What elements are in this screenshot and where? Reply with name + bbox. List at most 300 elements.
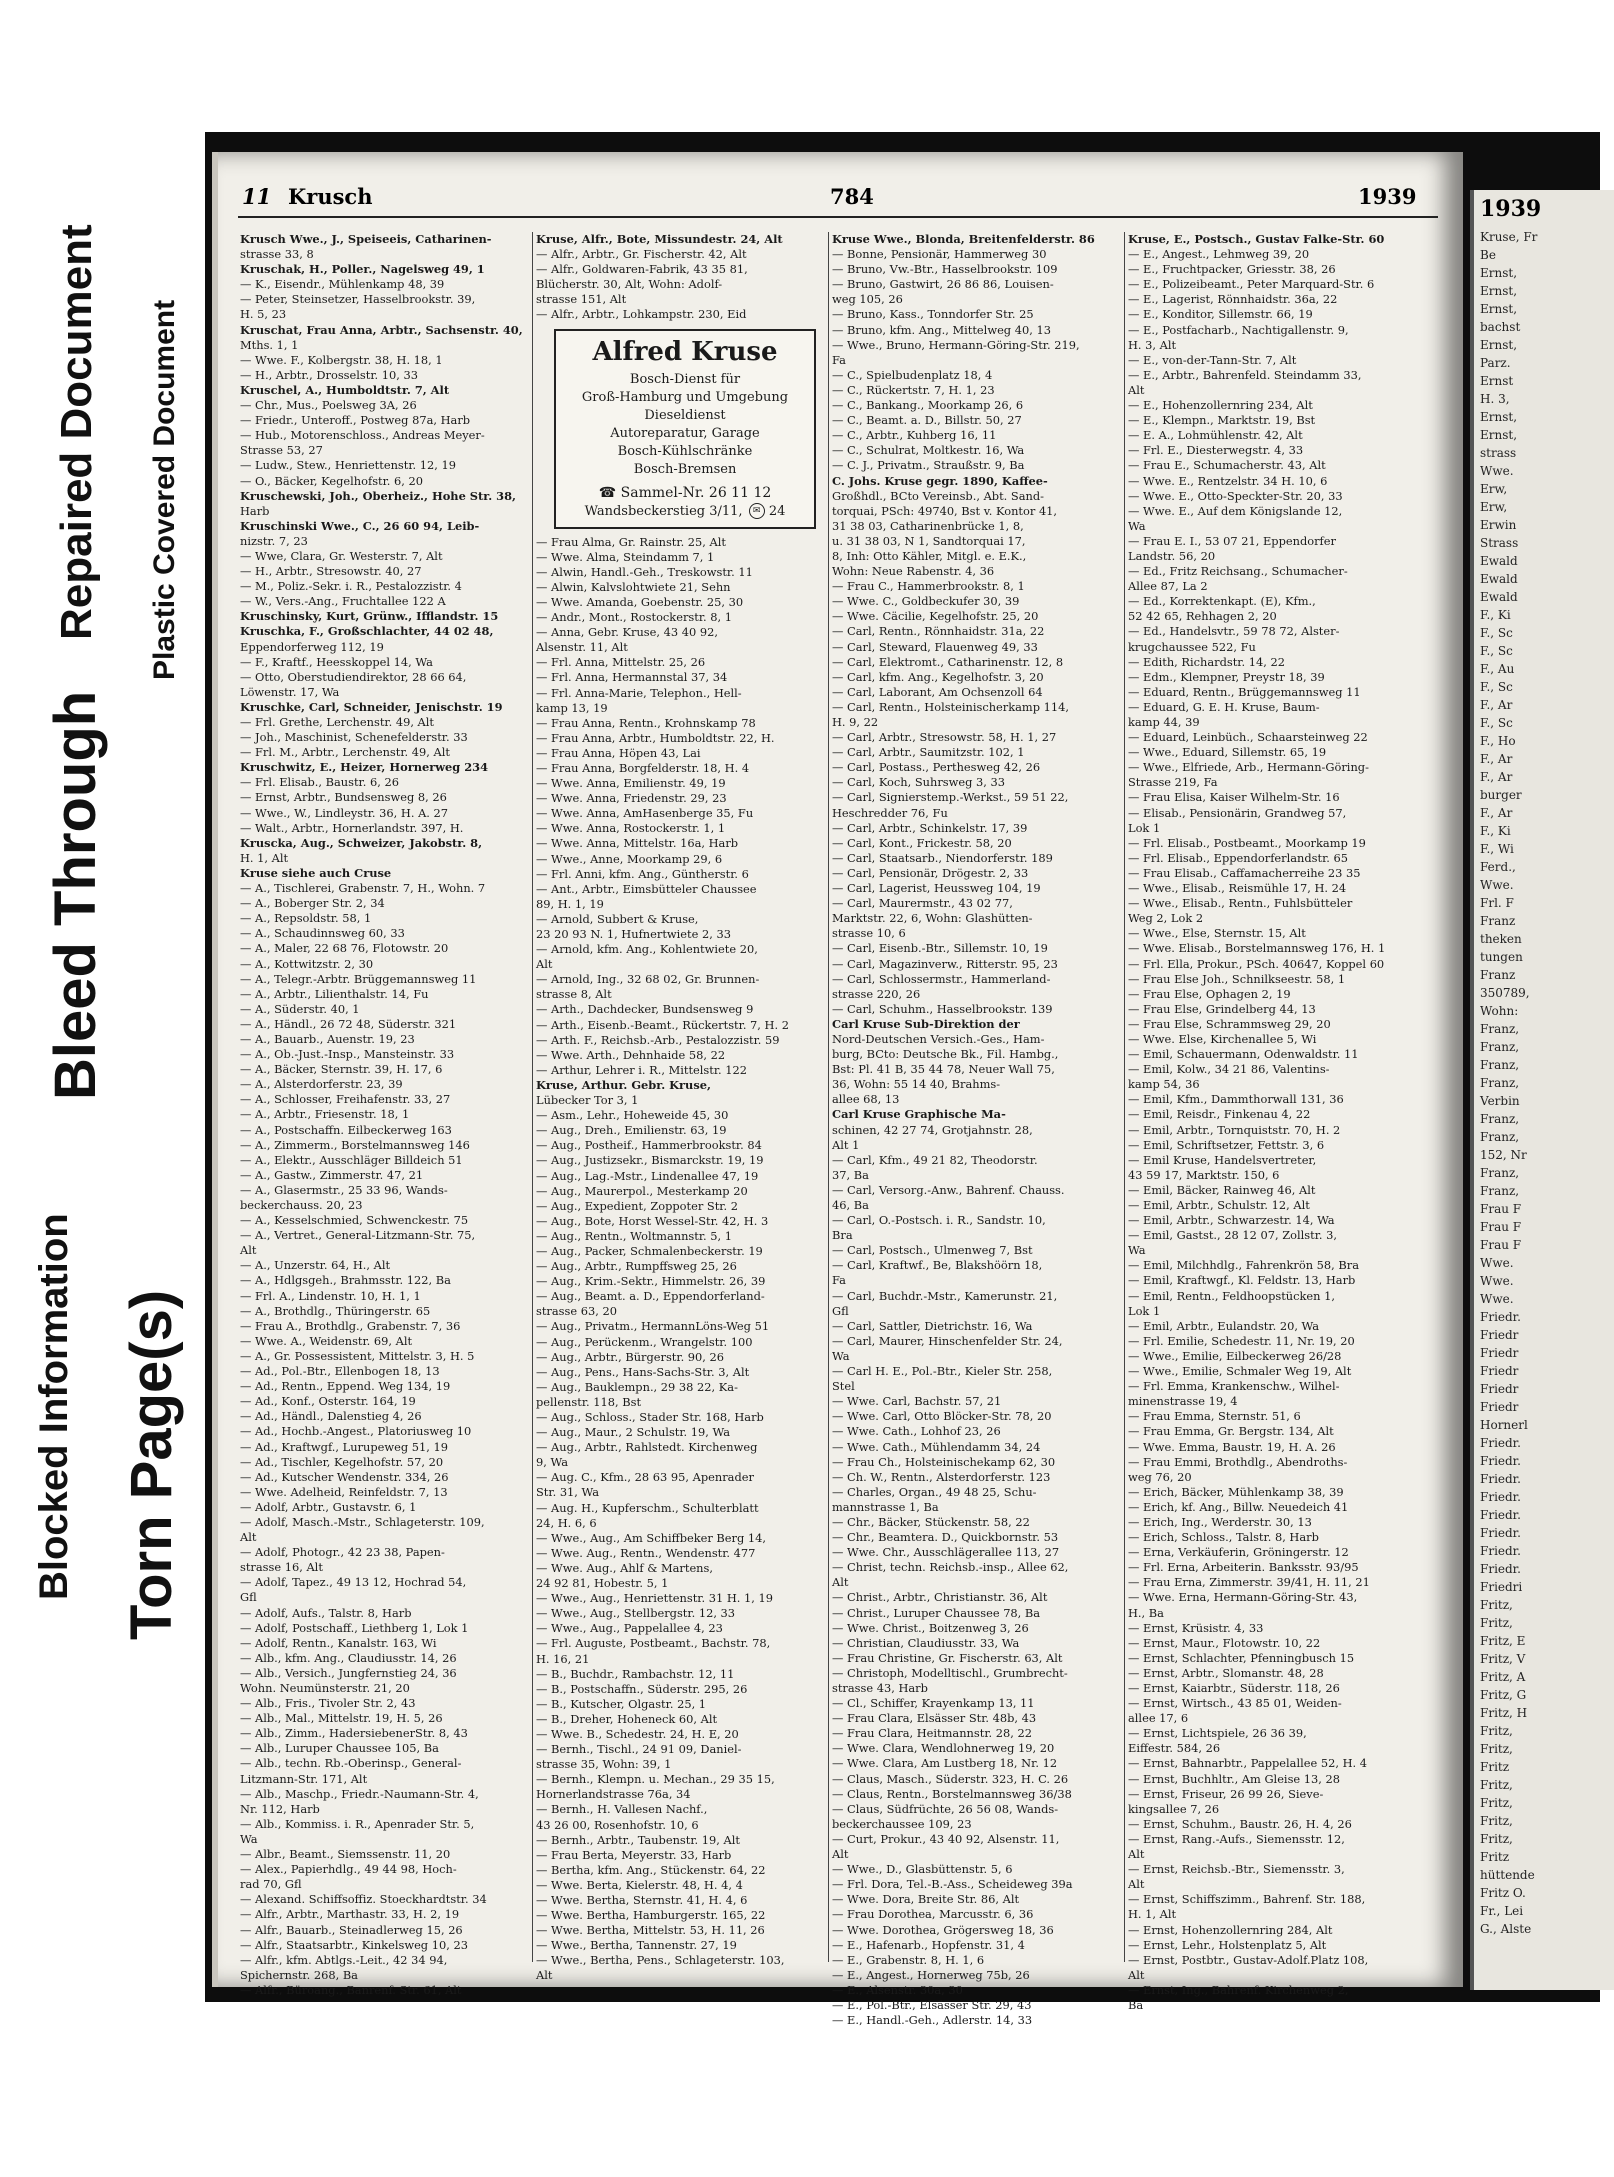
directory-entry: — Christ, techn. Reichsb.-insp., Allee 62,: [832, 1560, 1069, 1575]
column-2-top: [536, 232, 826, 323]
directory-entry: — Wwe., Eduard, Sillemstr. 65, 19: [1128, 745, 1327, 760]
ad-address-district: 24: [768, 503, 786, 519]
directory-entry: — Bertha, kfm. Ang., Stückenstr. 64, 22: [536, 1862, 766, 1877]
phone-icon: ☎: [598, 484, 621, 501]
directory-entry: — Wwe., Aug., Am Schiffbeker Berg 14,: [536, 1530, 767, 1545]
directory-entry: Kruschinski Wwe., C., 26 60 94, Leib-: [240, 518, 480, 533]
directory-entry: Str. 31, Wa: [536, 1485, 600, 1500]
directory-entry: — Arth. F., Reichsb.-Arb., Pestalozzistr. 59: [536, 1032, 780, 1047]
directory-entry: — A., Hdlgsgeh., Brahmsstr. 122, Ba: [240, 1273, 451, 1288]
directory-entry: — F., Kraftf., Heesskoppel 14, Wa: [240, 654, 433, 669]
column-1: [240, 232, 530, 1997]
directory-entry: kingsallee 7, 26: [1128, 1801, 1220, 1816]
directory-entry: allee 17, 6: [1128, 1711, 1189, 1726]
directory-entry: Kruse, Alfr., Bote, Missundestr. 24, Alt: [536, 232, 783, 246]
directory-entry: — Alb., Mal., Mittelstr. 19, H. 5, 26: [240, 1711, 443, 1726]
directory-entry: — Ernst, Lichtspiele, 26 36 39,: [1128, 1726, 1307, 1741]
directory-entry: nizstr. 7, 23: [240, 533, 308, 548]
directory-entry: — Wwe. Carl, Otto Blöcker-Str. 78, 20: [832, 1409, 1052, 1424]
header-year: 1939: [1358, 184, 1417, 209]
directory-entry: — Frl. Anna, Hermannstal 37, 34: [536, 670, 728, 685]
directory-entry: — Alfr., Arbtr., Marthastr. 33, H. 2, 19: [240, 1907, 460, 1922]
directory-entry: — Wwe. Chr., Ausschlägerallee 113, 27: [832, 1545, 1060, 1560]
directory-entry: — A., Repsoldstr. 58, 1: [240, 911, 372, 926]
directory-entry: — Frl. Grethe, Lerchenstr. 49, Alt: [240, 715, 435, 729]
directory-entry: — Asm., Lehr., Hoheweide 45, 30: [536, 1108, 729, 1123]
directory-entry: — Frau Emmi, Brothdlg., Abendroths-: [1128, 1454, 1348, 1469]
directory-entry: bachst: [1480, 320, 1521, 334]
directory-entry: kamp 44, 39: [1128, 715, 1200, 729]
directory-entry: — Carl, Eisenb.-Btr., Sillemstr. 10, 19: [832, 941, 1048, 956]
directory-entry: Ernst,: [1480, 410, 1518, 424]
directory-entry: Fritz O.: [1480, 1886, 1526, 1900]
directory-entry: Alt 1: [832, 1137, 860, 1152]
directory-entry: 31 38 03, Catharinenbrücke 1, 8,: [832, 518, 1024, 533]
directory-entry: — Wwe., Elfriede, Arb., Hermann-Göring-: [1128, 760, 1369, 775]
directory-entry: — Erich, Ing., Werderstr. 30, 13: [1128, 1514, 1312, 1529]
directory-entry: — Emil, Bäcker, Rainweg 46, Alt: [1128, 1182, 1316, 1197]
directory-entry: — Carl, Postass., Perthesweg 42, 26: [832, 760, 1041, 775]
directory-entry: — E., Polizeibeamt., Peter Marquard-Str. 6: [1128, 277, 1375, 292]
directory-entry: — Carl, Kfm., 49 21 82, Theodorstr.: [832, 1152, 1038, 1167]
directory-entry: H., Ba: [1128, 1605, 1164, 1620]
directory-entry: Alt: [536, 1968, 553, 1983]
directory-entry: — Otto, Oberstudiendirektor, 28 66 64,: [240, 669, 467, 684]
directory-entry: — Wwe., Elisab., Rentn., Fuhlsbütteler: [1128, 896, 1353, 911]
directory-entry: — E., Lagerist, Rönnhaidstr. 36a, 22: [1128, 292, 1338, 307]
postal-district-icon: ✉: [749, 503, 765, 519]
directory-entry: — Ernst, Schuhm., Baustr. 26, H. 4, 26: [1128, 1816, 1352, 1831]
directory-entry: — Wwe. Cath., Lohhof 23, 26: [832, 1424, 1001, 1439]
directory-entry: — A., Arbtr., Lilienthalstr. 14, Fu: [240, 986, 429, 1001]
adjacent-page-lines: [1474, 228, 1614, 1938]
directory-entry: hüttende: [1480, 1868, 1535, 1882]
directory-entry: Hornerlandstrasse 76a, 34: [536, 1787, 691, 1802]
directory-entry: — Ad., Kutscher Wendenstr. 334, 26: [240, 1469, 449, 1484]
adjacent-page: [1470, 190, 1614, 1990]
header-number: 11: [242, 184, 272, 209]
directory-entry: — E. A., Lohmühlenstr. 42, Alt: [1128, 428, 1303, 443]
directory-entry: — Elisab., Pensionärin, Grandweg 57,: [1128, 805, 1347, 820]
directory-entry: — Anna, Gebr. Kruse, 43 40 92,: [536, 625, 718, 640]
directory-entry: strass: [1480, 446, 1517, 460]
directory-entry: — Erich, Bäcker, Mühlenkamp 38, 39: [1128, 1484, 1344, 1499]
directory-entry: Fritz, V: [1480, 1652, 1526, 1666]
directory-entry: Fritz, G: [1480, 1688, 1527, 1702]
directory-entry: — A., Postschaffn. Eilbeckerweg 163: [240, 1122, 452, 1137]
directory-entry: — A., Boberger Str. 2, 34: [240, 896, 385, 911]
directory-entry: Friedr.: [1480, 1526, 1521, 1540]
directory-entry: strasse 35, Wohn: 39, 1: [536, 1757, 672, 1772]
directory-entry: — A., Telegr.-Arbtr. Brüggemannsweg 11: [240, 971, 477, 986]
directory-entry: — E., Alsenstr. 30a, 30: [832, 1982, 963, 1997]
directory-entry: F., Sc: [1480, 644, 1513, 658]
directory-entry: Kruschat, Frau Anna, Arbtr., Sachsenstr. 40,: [240, 322, 523, 337]
directory-entry: — Aug., Maurerpol., Mesterkamp 20: [536, 1183, 748, 1198]
column-2: [536, 232, 826, 1983]
directory-entry: Fritz, E: [1480, 1634, 1526, 1648]
directory-entry: — Carl, Kont., Frickestr. 58, 20: [832, 835, 1012, 850]
directory-entry: Ewald: [1480, 572, 1518, 586]
directory-entry: — A., Gr. Possessistent, Mittelstr. 3, H. 5: [240, 1348, 475, 1363]
directory-entry: torquai, PSch: 49740, Bst v. Kontor 41,: [832, 503, 1058, 518]
directory-entry: — Frau Elisa, Kaiser Wilhelm-Str. 16: [1128, 790, 1340, 805]
directory-entry: — K., Eisendr., Mühlenkamp 48, 39: [240, 277, 445, 292]
directory-entry: — Christ., Luruper Chaussee 78, Ba: [832, 1605, 1041, 1620]
directory-entry: — Wwe. Clara, Am Lustberg 18, Nr. 12: [832, 1756, 1058, 1771]
directory-entry: — Aug., Maur., 2 Schulstr. 19, Wa: [536, 1425, 731, 1440]
directory-entry: Fritz: [1480, 1760, 1510, 1774]
directory-entry: Frl. F: [1480, 896, 1514, 910]
directory-entry: — C., Arbtr., Kuhberg 16, 11: [832, 428, 997, 443]
directory-entry: — Frau Anna, Arbtr., Humboldtstr. 22, H.: [536, 730, 775, 745]
label-blocked-information: Blocked Information: [32, 1213, 76, 1600]
directory-entry: F., Ho: [1480, 734, 1516, 748]
directory-entry: — W., Vers.-Ang., Fruchtallee 122 A: [240, 594, 446, 609]
directory-entry: Marktstr. 22, 6, Wohn: Glashütten-: [832, 911, 1033, 926]
directory-entry: — Wwe., Aug., Stellbergstr. 12, 33: [536, 1606, 736, 1621]
directory-entry: — Edith, Richardstr. 14, 22: [1128, 654, 1285, 669]
ad-address: [560, 503, 810, 521]
directory-entry: Kruschinsky, Kurt, Grünw., Ifflandstr. 15: [240, 609, 499, 624]
directory-entry: Kruschke, Carl, Schneider, Jenischstr. 19: [240, 699, 503, 714]
directory-entry: — A., Brothdlg., Thüringerstr. 65: [240, 1303, 431, 1318]
directory-entry: — Carl, Sattler, Dietrichstr. 16, Wa: [832, 1318, 1033, 1333]
directory-entry: Friedr: [1480, 1382, 1519, 1396]
directory-entry: — Adolf, Arbtr., Gustavstr. 6, 1: [240, 1499, 417, 1514]
directory-entry: Fritz,: [1480, 1724, 1513, 1738]
directory-entry: Wa: [832, 1348, 850, 1363]
label-plastic-covered-document: Plastic Covered Document: [148, 299, 181, 680]
directory-entry: — Frau E., Schumacherstr. 43, Alt: [1128, 458, 1326, 473]
directory-entry: — Claus, Südfrüchte, 26 56 08, Wands-: [832, 1801, 1059, 1816]
directory-entry: — A., Bauarb., Auenstr. 19, 23: [240, 1031, 415, 1046]
directory-entry: — Eduard, Rentn., Brüggemannsweg 11: [1128, 684, 1361, 699]
directory-entry: — Frl. Erna, Arbeiterin. Banksstr. 93/95: [1128, 1560, 1359, 1575]
directory-entry: Kruschewski, Joh., Oberheiz., Hohe Str. 38,: [240, 488, 516, 503]
directory-entry: — Carl, Steward, Flauenweg 49, 33: [832, 639, 1038, 654]
directory-entry: Franz,: [1480, 1076, 1520, 1090]
directory-entry: — Ernst, Ing., Bahrenf. Kirchenweg 2,: [1128, 1982, 1349, 1997]
directory-entry: — E., von-der-Tann-Str. 7, Alt: [1128, 352, 1297, 367]
directory-entry: 43 26 00, Rosenhofstr. 10, 6: [536, 1817, 699, 1832]
directory-entry: — Wwe. C., Goldbeckufer 30, 39: [832, 594, 1020, 609]
directory-entry: — Wwe. Dora, Breite Str. 86, Alt: [832, 1892, 1020, 1907]
directory-entry: — Frau Elisab., Caffamacherreihe 23 35: [1128, 865, 1361, 880]
advertisement-box: [554, 329, 816, 529]
directory-entry: — Ernst, Reichsb.-Btr., Siemensstr. 3,: [1128, 1862, 1345, 1877]
directory-entry: Löwenstr. 17, Wa: [240, 684, 340, 699]
directory-entry: — Wwe., Emilie, Eilbeckerweg 26/28: [1128, 1348, 1342, 1363]
directory-entry: Heschredder 76, Fu: [832, 805, 948, 820]
directory-entry: Friedr.: [1480, 1508, 1521, 1522]
directory-entry: — Ed., Fritz Reichsang., Schumacher-: [1128, 564, 1348, 579]
directory-entry: — Ernst, Wirtsch., 43 85 01, Weiden-: [1128, 1696, 1342, 1711]
directory-entry: F., Wi: [1480, 842, 1514, 856]
directory-entry: Friedr: [1480, 1346, 1519, 1360]
directory-entry: — Carl, Maurermstr., 43 02 77,: [832, 896, 1013, 911]
directory-entry: — Wwe. Elisab., Borstelmannsweg 176, H. 1: [1128, 941, 1386, 956]
directory-entry: Franz,: [1480, 1112, 1520, 1126]
directory-entry: — Carl, Laborant, Am Ochsenzoll 64: [832, 684, 1043, 699]
directory-entry: — E., Grabenstr. 8, H. 1, 6: [832, 1952, 985, 1967]
directory-entry: — Christ., Arbtr., Christianstr. 36, Alt: [832, 1590, 1048, 1605]
directory-entry: Kruse Wwe., Blonda, Breitenfelderstr. 86: [832, 232, 1095, 246]
directory-entry: — Emil, Kolw., 34 21 86, Valentins-: [1128, 1062, 1330, 1077]
directory-entry: Ernst,: [1480, 338, 1518, 352]
directory-entry: — Wwe. Aug., Ahlf & Martens,: [536, 1560, 713, 1575]
directory-entry: Bst: Pl. 41 B, 35 44 78, Neuer Wall 75,: [832, 1062, 1055, 1077]
directory-entry: Franz,: [1480, 1022, 1520, 1036]
directory-entry: Kruscka, Aug., Schweizer, Jakobstr. 8,: [240, 835, 483, 850]
directory-entry: — Frl. Elisab., Postbeamt., Moorkamp 19: [1128, 835, 1366, 850]
directory-entry: — Aug., Packer, Schmalenbeckerstr. 19: [536, 1243, 763, 1258]
directory-entry: — Frl. Elisab., Eppendorferlandstr. 65: [1128, 850, 1349, 865]
directory-entry: G., Alste: [1480, 1922, 1532, 1936]
directory-entry: Eiffestr. 584, 26: [1128, 1741, 1221, 1756]
directory-entry: — Walt., Arbtr., Hornerlandstr. 397, H.: [240, 820, 464, 835]
directory-entry: Ernst,: [1480, 428, 1518, 442]
directory-entry: — A., Alsterdorferstr. 23, 39: [240, 1077, 403, 1092]
directory-entry: Wa: [1128, 518, 1146, 533]
directory-entry: — Wwe. B., Schedestr. 24, H. E, 20: [536, 1726, 739, 1741]
directory-entry: — Emil, Arbtr., Schulstr. 12, Alt: [1128, 1198, 1310, 1212]
directory-entry: Franz,: [1480, 1184, 1520, 1198]
directory-entry: — Frau Anna, Borgfelderstr. 18, H. 4: [536, 760, 750, 775]
directory-entry: Lok 1: [1128, 1303, 1161, 1318]
directory-entry: — Adolf, Rentn., Kanalstr. 163, Wi: [240, 1635, 437, 1650]
directory-entry: — M., Poliz.-Sekr. i. R., Pestalozzistr. 4: [240, 579, 462, 594]
directory-entry: — Ad., Hochb.-Angest., Platoriusweg 10: [240, 1424, 472, 1439]
directory-entry: kamp 54, 36: [1128, 1077, 1200, 1092]
directory-entry: Kruse, Fr: [1480, 230, 1538, 244]
directory-entry: — Bernh., Tischl., 24 91 09, Daniel-: [536, 1742, 742, 1757]
directory-entry: — Chr., Mus., Poelsweg 3A, 26: [240, 398, 417, 413]
directory-entry: Parz.: [1480, 356, 1511, 370]
directory-entry: — Wwe. Carl, Bachstr. 57, 21: [832, 1394, 1002, 1409]
directory-entry: Kruschwitz, E., Heizer, Hornerweg 234: [240, 760, 488, 775]
directory-entry: H. 16, 21: [536, 1651, 590, 1666]
directory-entry: F., Ar: [1480, 770, 1513, 784]
directory-entry: Friedr: [1480, 1364, 1519, 1378]
directory-entry: — Carl, Elektromt., Catharinenstr. 12, 8: [832, 654, 1064, 669]
directory-entry: Friedri: [1480, 1580, 1523, 1594]
directory-entry: — Emil, Arbtr., Eulandstr. 20, Wa: [1128, 1318, 1320, 1333]
directory-entry: — Carl, Postsch., Ulmenweg 7, Bst: [832, 1243, 1033, 1258]
directory-entry: — Emil, Arbtr., Schwarzestr. 14, Wa: [1128, 1213, 1335, 1228]
directory-entry: — Adolf, Photogr., 42 23 38, Papen-: [240, 1545, 445, 1560]
directory-entry: — B., Postschaffn., Süderstr. 295, 26: [536, 1681, 748, 1696]
directory-entry: — Frl. E., Diesterwegstr. 4, 33: [1128, 443, 1304, 458]
page-number: 784: [830, 184, 874, 209]
directory-entry: — A., Händl., 26 72 48, Süderstr. 321: [240, 1016, 457, 1031]
directory-entry: — Carl, Arbtr., Stresowstr. 58, H. 1, 27: [832, 730, 1057, 745]
directory-entry: Kruschak, H., Poller., Nagelsweg 49, 1: [240, 262, 485, 277]
directory-entry: — Arnold, kfm. Ang., Kohlentwiete 20,: [536, 942, 758, 957]
directory-entry: — Alwin, Kalvslohtwiete 21, Sehn: [536, 579, 731, 594]
directory-entry: — Carl, Schuhm., Hasselbrookstr. 139: [832, 1001, 1053, 1016]
directory-entry: — Aug., Perückenm., Wrangelstr. 100: [536, 1334, 753, 1349]
directory-entry: Fritz,: [1480, 1814, 1513, 1828]
column-divider: [828, 232, 829, 1962]
directory-entry: — Wwe., Bertha, Tannenstr. 27, 19: [536, 1938, 737, 1953]
directory-entry: — A., Bäcker, Sternstr. 39, H. 17, 6: [240, 1062, 443, 1077]
directory-entry: beckerchauss. 20, 23: [240, 1198, 363, 1212]
directory-entry: strasse 43, Harb: [832, 1681, 928, 1695]
directory-entry: Friedr.: [1480, 1472, 1521, 1486]
directory-entry: — Bruno, Gastwirt, 26 86 86, Louisen-: [832, 277, 1054, 292]
directory-entry: 37, Ba: [832, 1167, 869, 1182]
directory-entry: — Emil, Rentn., Feldhoopstücken 1,: [1128, 1288, 1335, 1303]
directory-entry: Carl Kruse Sub-Direktion der: [832, 1016, 1020, 1031]
directory-entry: Erwin: [1480, 518, 1517, 532]
column-divider: [1124, 232, 1125, 1962]
directory-entry: — Wwe., Else, Sternstr. 15, Alt: [1128, 926, 1306, 941]
directory-entry: — A., Gastw., Zimmerstr. 47, 21: [240, 1167, 424, 1182]
directory-entry: — Frau Else, Ophagen 2, 19: [1128, 986, 1291, 1001]
directory-entry: Harb: [240, 503, 270, 518]
directory-entry: — Adolf, Aufs., Talstr. 8, Harb: [240, 1605, 412, 1620]
directory-entry: — Frau E. I., 53 07 21, Eppendorfer: [1128, 533, 1336, 548]
directory-entry: Ernst,: [1480, 284, 1518, 298]
directory-entry: — Frau Else, Schrammsweg 29, 20: [1128, 1016, 1331, 1031]
directory-entry: Wwe.: [1480, 1274, 1514, 1288]
directory-entry: — Adolf, Masch.-Mstr., Schlageterstr. 109,: [240, 1514, 485, 1529]
directory-entry: — A., Ob.-Just.-Insp., Mansteinstr. 33: [240, 1047, 455, 1062]
directory-entry: — Wwe. Christ., Boitzenweg 3, 26: [832, 1620, 1029, 1635]
directory-entry: strasse 220, 26: [832, 986, 921, 1001]
directory-entry: — B., Dreher, Hoheneck 60, Alt: [536, 1711, 718, 1726]
directory-entry: — Claus, Masch., Süderstr. 323, H. C. 26: [832, 1771, 1069, 1786]
directory-entry: Frau F: [1480, 1220, 1522, 1234]
directory-entry: mannstrasse 1, Ba: [832, 1499, 939, 1514]
directory-entry: — E., Hafenarb., Hopfenstr. 31, 4: [832, 1937, 1025, 1952]
directory-entry: — Aug., Lag.-Mstr., Lindenallee 47, 19: [536, 1168, 759, 1183]
adjacent-page-header: 1939: [1480, 196, 1542, 222]
directory-entry: — Carl, O.-Postsch. i. R., Sandstr. 10,: [832, 1213, 1046, 1228]
directory-entry: — A., Arbtr., Friesenstr. 18, 1: [240, 1107, 410, 1122]
directory-entry: Franz,: [1480, 1166, 1520, 1180]
directory-entry: Friedr.: [1480, 1310, 1521, 1324]
directory-entry: — Wwe. Dorothea, Grögersweg 18, 36: [832, 1922, 1054, 1937]
directory-entry: — Erich, kf. Ang., Billw. Neuedeich 41: [1128, 1499, 1349, 1514]
directory-entry: — Wwe. Bertha, Hamburgerstr. 165, 22: [536, 1908, 766, 1923]
directory-entry: — A., Vertret., General-Litzmann-Str. 75,: [240, 1228, 476, 1243]
directory-entry: — Carl, Magazinverw., Ritterstr. 95, 23: [832, 956, 1058, 971]
directory-entry: strasse 33, 8: [240, 247, 314, 262]
directory-entry: — Eduard, Leinbüch., Schaarsteinweg 22: [1128, 730, 1368, 745]
directory-entry: F., Ar: [1480, 806, 1513, 820]
directory-entry: Verbin: [1480, 1094, 1520, 1108]
ad-line: Bosch-Dienst für: [629, 371, 741, 387]
directory-entry: — Alfr., Staatsarbtr., Kinkelsweg 10, 23: [240, 1937, 468, 1952]
ad-line: Bosch-Bremsen: [633, 461, 737, 477]
directory-entry: Franz: [1480, 914, 1516, 928]
directory-entry: — Wwe., Elisab., Reismühle 17, H. 24: [1128, 881, 1347, 896]
directory-entry: — Wwe. Emma, Baustr. 19, H. A. 26: [1128, 1439, 1336, 1454]
directory-entry: — Carl, Arbtr., Schinkelstr. 17, 39: [832, 820, 1028, 835]
directory-entry: H. 3, Alt: [1128, 337, 1177, 352]
directory-entry: — Frau Else, Grindelberg 44, 13: [1128, 1001, 1316, 1016]
directory-entry: Hornerl: [1480, 1418, 1528, 1432]
directory-entry: — Wwe. E., Otto-Speckter-Str. 20, 33: [1128, 488, 1343, 503]
directory-entry: Carl Kruse Graphische Ma-: [832, 1107, 1006, 1122]
directory-entry: — E., Hohenzollernring 234, Alt: [1128, 398, 1313, 413]
directory-entry: F., Sc: [1480, 680, 1513, 694]
directory-entry: — Friedr., Unteroff., Postweg 87a, Harb: [240, 413, 471, 428]
directory-entry: burg, BCto: Deutsche Bk., Fil. Hambg.,: [832, 1047, 1059, 1062]
directory-entry: Wa: [1128, 1243, 1146, 1258]
directory-entry: — Wwe., W., Lindleystr. 36, H. A. 27: [240, 805, 449, 820]
directory-entry: F., Au: [1480, 662, 1515, 676]
directory-entry: weg 105, 26: [832, 292, 903, 307]
directory-entry: — Hub., Motorenschloss., Andreas Meyer-: [240, 428, 485, 443]
directory-entry: Franz,: [1480, 1130, 1520, 1144]
directory-entry: strasse 8, Alt: [536, 987, 612, 1002]
directory-entry: — E., Klempn., Marktstr. 19, Bst: [1128, 413, 1316, 428]
directory-entry: — Frau Alma, Gr. Rainstr. 25, Alt: [536, 534, 726, 549]
directory-entry: — Frl. Emma, Krankenschw., Wilhel-: [1128, 1379, 1340, 1394]
directory-entry: C. Johs. Kruse gegr. 1890, Kaffee-: [832, 473, 1048, 488]
directory-entry: — Aug., Bote, Horst Wessel-Str. 42, H. 3: [536, 1213, 769, 1228]
directory-entry: — O., Bäcker, Kegelhofstr. 6, 20: [240, 473, 424, 488]
directory-entry: — Ernst, Kaiarbtr., Süderstr. 118, 26: [1128, 1681, 1340, 1695]
directory-entry: Lübecker Tor 3, 1: [536, 1093, 639, 1108]
directory-entry: — Arnold, Ing., 32 68 02, Gr. Brunnen-: [536, 972, 760, 987]
directory-entry: — Wwe. Cäcilie, Kegelhofstr. 25, 20: [832, 609, 1039, 624]
directory-entry: — Wwe. Anna, Emilienstr. 49, 19: [536, 776, 726, 791]
directory-entry: — Carl, Versorg.-Anw., Bahrenf. Chauss.: [832, 1182, 1065, 1197]
directory-entry: Nord-Deutschen Versich.-Ges., Ham-: [832, 1031, 1045, 1046]
directory-entry: — Cl., Schiffer, Krayenkamp 13, 11: [832, 1696, 1035, 1711]
directory-entry: Friedr.: [1480, 1490, 1521, 1504]
directory-entry: — Wwe., D., Glasbüttenstr. 5, 6: [832, 1862, 1013, 1877]
ad-line: Bosch-Kühlschränke: [617, 443, 753, 459]
directory-entry: — Arth., Dachdecker, Bundsensweg 9: [536, 1002, 754, 1017]
directory-entry: — Ernst, Maur., Flotowstr. 10, 22: [1128, 1635, 1321, 1650]
directory-entry: — Wwe. Erna, Hermann-Göring-Str. 43,: [1128, 1590, 1358, 1605]
directory-entry: — Ernst, Buchhltr., Am Gleise 13, 28: [1128, 1771, 1341, 1786]
directory-entry: 46, Ba: [832, 1198, 869, 1212]
directory-entry: — Ernst, Rang.-Aufs., Siemensstr. 12,: [1128, 1831, 1345, 1846]
ad-line: Dieseldienst: [644, 407, 726, 423]
directory-entry: — Ludw., Stew., Henriettenstr. 12, 19: [240, 458, 457, 473]
directory-entry: — E., Angest., Hornerweg 75b, 26: [832, 1967, 1030, 1982]
directory-entry: — Alb., techn. Rb.-Oberinsp., General-: [240, 1756, 462, 1771]
directory-entry: Fritz,: [1480, 1742, 1513, 1756]
directory-entry: — Frau Anna, Rentn., Krohnskamp 78: [536, 715, 756, 730]
directory-entry: — Carl, Buchdr.-Mstr., Kamerunstr. 21,: [832, 1288, 1058, 1303]
directory-entry: — Aug. H., Kupferschm., Schulterblatt: [536, 1500, 759, 1515]
directory-entry: — Curt, Prokur., 43 40 92, Alsenstr. 11,: [832, 1831, 1060, 1846]
directory-entry: — Aug., Expedient, Zoppoter Str. 2: [536, 1198, 738, 1213]
directory-entry: strasse 16, Alt: [240, 1560, 323, 1575]
directory-entry: 24, H. 6, 6: [536, 1515, 597, 1530]
directory-entry: — Aug. C., Kfm., 28 63 95, Apenrader: [536, 1470, 754, 1485]
directory-page: [212, 152, 1463, 2028]
directory-entry: — C., Rückertstr. 7, H. 1, 23: [832, 382, 995, 397]
directory-entry: strasse 10, 6: [832, 926, 906, 941]
directory-entry: Franz: [1480, 968, 1516, 982]
directory-entry: — A., Zimmerm., Borstelmannsweg 146: [240, 1137, 470, 1152]
directory-entry: 152, Nr: [1480, 1148, 1527, 1162]
directory-entry: — Aug., Privatm., HermannLöns-Weg 51: [536, 1319, 770, 1334]
directory-entry: — Carl, Maurer, Hinschenfelder Str. 24,: [832, 1333, 1063, 1348]
directory-entry: rad 70, Gfl: [240, 1877, 302, 1892]
directory-entry: — Wwe. E., Auf dem Königslande 12,: [1128, 503, 1343, 518]
label-bleed-through: Bleed Through: [43, 690, 108, 1100]
ad-line: Autoreparatur, Garage: [610, 425, 760, 441]
